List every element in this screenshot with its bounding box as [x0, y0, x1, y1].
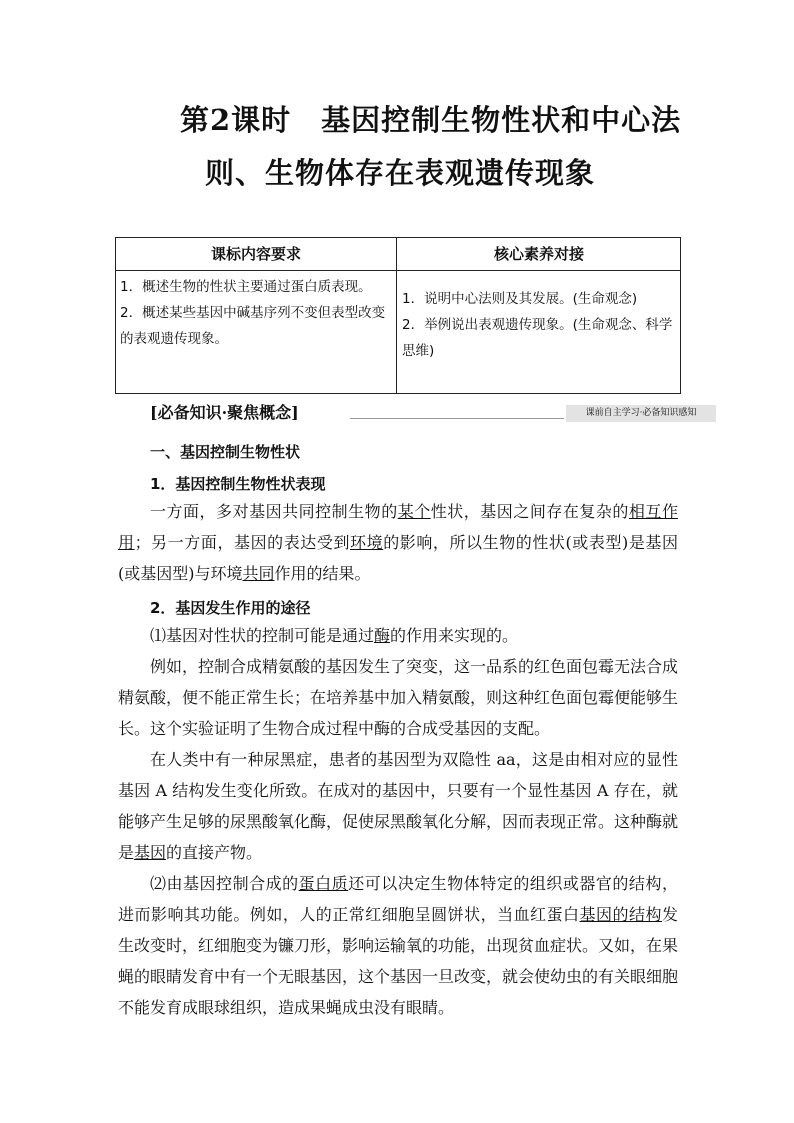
table-header-right: 核心素养对接 — [493, 245, 584, 263]
paragraph-5: ⑵由基因控制合成的蛋白质还可以决定生物体特定的组织或器官的结构，进而影响其功能。例如，人的正常红细胞呈圆饼状，当血红蛋白基因的结构发生改变时，红细胞变为镰刀形，影响运输氧的功能，出现贫血症状。又如，在果蝇的眼睛发育中有一个无眼基因，这个基因一旦改变，就会使幼虫的有关眼细胞不能发育成眼球组织，造成果蝇成虫没有眼睛。 — [118, 874, 679, 1017]
section-header — [150, 400, 716, 424]
blank-answer: 相互作用 — [118, 502, 678, 552]
table-item: 1．概述生物的性状主要通过蛋白质表现。 — [120, 279, 372, 295]
blank-answer: 环境 — [350, 533, 384, 552]
paragraph-1: 一方面，多对基因共同控制生物的某个性状，基因之间存在复杂的相互作用；另一方面，基因的表达受到环境的影响，所以生物的性状(或表型)是基因(或基因型)与环境共同作用的结果。 — [118, 502, 678, 583]
blank-answer: 基因 — [134, 843, 167, 862]
section-rule — [350, 418, 564, 419]
table-divider-horizontal — [116, 270, 680, 271]
heading-1-2: 2．基因发生作用的途径 — [150, 599, 311, 617]
blank-answer: 共同 — [242, 564, 275, 583]
section-label: [必备知识·聚焦概念] — [150, 403, 299, 422]
standards-table — [115, 237, 681, 394]
table-item: 2．概述某些基因中碱基序列不变但表型改变的表观遗传现象。 — [120, 305, 386, 347]
blank-answer: 酶 — [374, 626, 391, 645]
table-cell-left — [120, 274, 392, 352]
page-title-line-1: 第2课时 基因控制生物性状和中心法 — [180, 103, 682, 137]
blank-answer: 基因的结构 — [579, 905, 662, 924]
table-cell-right — [402, 286, 678, 364]
paragraph-3: 例如，控制合成精氨酸的基因发生了突变，这一品系的红色面包霉无法合成精氨酸，便不能正常生长；在培养基中加入精氨酸，则这种红色面包霉便能够生长。这个实验证明了生物合成过程中酶的合成受基因的支配。 — [118, 657, 679, 738]
paragraph-2: ⑴基因对性状的控制可能是通过酶的作用来实现的。 — [150, 626, 519, 645]
heading-1-1: 1．基因控制生物性状表现 — [150, 475, 326, 493]
blank-answer: 某个 — [397, 502, 431, 521]
heading-1: 一、基因控制生物性状 — [150, 443, 301, 461]
blank-answer: 蛋白质 — [298, 874, 349, 893]
page-title-line-2: 则、生物体存在表观遗传现象 — [205, 156, 596, 190]
paragraph-4: 在人类中有一种尿黑症，患者的基因型为双隐性 aa，这是由相对应的显性基因 A 结构发生变化所致。在成对的基因中，只要有一个显性基因 A 存在，就能够产生足够的尿黑酸氧化酶，促使尿黑酸氧化分解，因而表现正常。这种酶就是基因的直接产物。 — [118, 750, 679, 862]
table-item: 1．说明中心法则及其发展。(生命观念) — [402, 291, 638, 307]
section-tag: 课前自主学习·必备知识感知 — [566, 405, 716, 422]
table-header-left: 课标内容要求 — [210, 245, 301, 263]
table-item: 2．举例说出表观遗传现象。(生命观念、科学思维) — [402, 317, 673, 359]
